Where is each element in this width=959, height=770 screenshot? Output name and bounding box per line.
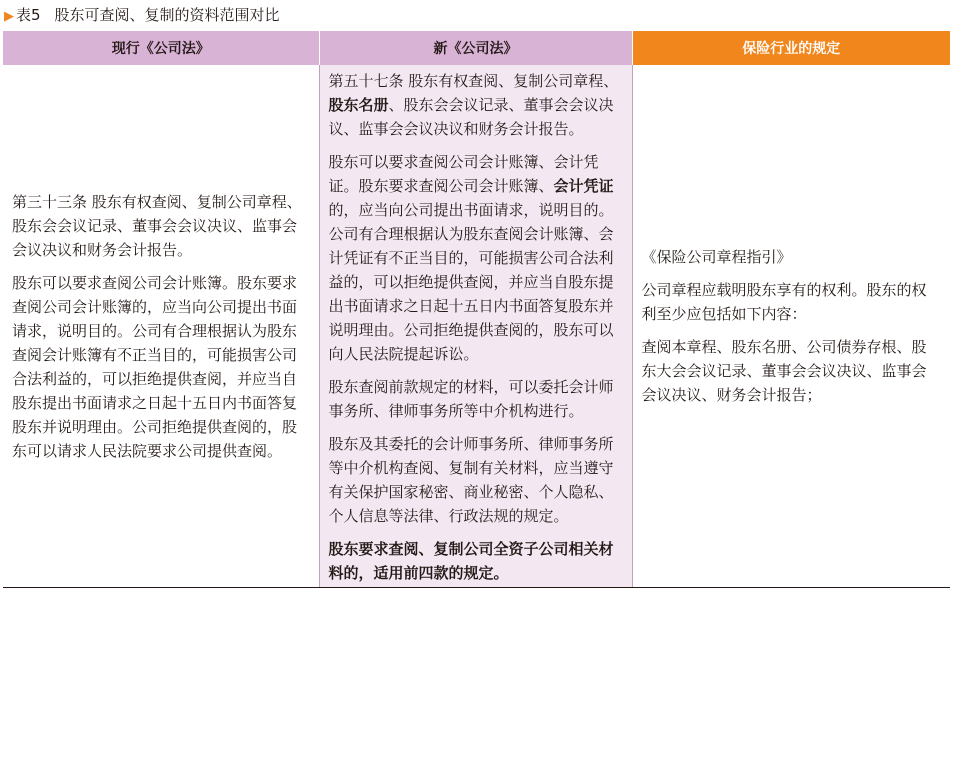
insurance-source: 《保险公司章程指引》 (641, 248, 792, 266)
new-law-p2-text-b: 的，应当向公司提出书面请求，说明目的。公司有合理根据认为股东查阅会计账簿、会计凭证有不正当目的，可能损害公司合法利益的，可以拒绝提供查阅，并应当自股东提出书面请求之日起十五日内书面答复股东并说明理由。公司拒绝提供查阅的，股东可以向人民法院提起诉讼。 (328, 201, 614, 363)
new-law-p1-bold: 股东名册 (328, 96, 389, 114)
new-law-p2-text-a: 股东可以要求查阅公司会计账簿、会计凭证。股东要求查阅公司会计账簿、 (328, 153, 599, 195)
insurance-paragraph-2: 公司章程应载明股东享有的权利。股东的权利至少应包括如下内容： (641, 281, 927, 323)
current-law-paragraph-2: 股东可以要求查阅公司会计账簿。股东要求查阅公司会计账簿的，应当向公司提出书面请求，说明目的。公司有合理根据认为股东查阅会计账簿有不正当目的，可能损害公司合法利益的，可以拒绝提供查阅，并应当自股东提出书面请求之日起十五日内书面答复股东并说明理由。公司拒绝提供查阅的，股东可以请求人民法院要求公司提供查阅。 (12, 273, 298, 460)
new-law-p1-text-a: 第五十七条 股东有权查阅、复制公司章程、 (328, 72, 619, 90)
header-row (3, 31, 950, 65)
new-law-paragraph-3: 股东查阅前款规定的材料，可以委托会计师事务所、律师事务所等中介机构进行。 (328, 378, 614, 420)
content-row (3, 65, 950, 588)
new-law-p2-bold: 会计凭证 (553, 177, 614, 195)
new-law-p5-bold: 股东要求查阅、复制公司全资子公司相关材料的，适用前四款的规定。 (328, 540, 614, 582)
table-number: 表5 (16, 6, 41, 24)
new-law-cell (319, 65, 632, 588)
table-title: 股东可查阅、复制的资料范围对比 (54, 6, 280, 24)
new-law-paragraph-5 (329, 537, 623, 585)
header-insurance-rules: 保险行业的规定 (632, 31, 950, 65)
insurance-rules-cell (632, 65, 950, 588)
comparison-table (3, 31, 950, 588)
current-law-cell (3, 65, 319, 588)
header-new-law: 新《公司法》 (319, 31, 632, 65)
header-current-law: 现行《公司法》 (3, 31, 319, 65)
triangle-marker-icon: ▶ (4, 9, 14, 24)
new-law-paragraph-4: 股东及其委托的会计师事务所、律师事务所等中介机构查阅、复制有关材料，应当遵守有关保护国家秘密、商业秘密、个人隐私、个人信息等法律、行政法规的规定。 (328, 435, 614, 525)
new-law-paragraph-2 (329, 150, 623, 366)
insurance-paragraph-3: 查阅本章程、股东名册、公司债券存根、股东大会会议记录、董事会会议决议、监事会会议决议、财务会计报告； (641, 338, 927, 404)
table-caption (4, 5, 280, 25)
current-law-article: 第三十三条 股东有权查阅、复制公司章程、股东会会议记录、董事会会议决议、监事会会议决议和财务会计报告。 (12, 192, 302, 259)
new-law-p1-text-b: 、股东会会议记录、董事会会议决议、监事会会议决议和财务会计报告。 (328, 96, 614, 138)
new-law-article (329, 69, 623, 141)
